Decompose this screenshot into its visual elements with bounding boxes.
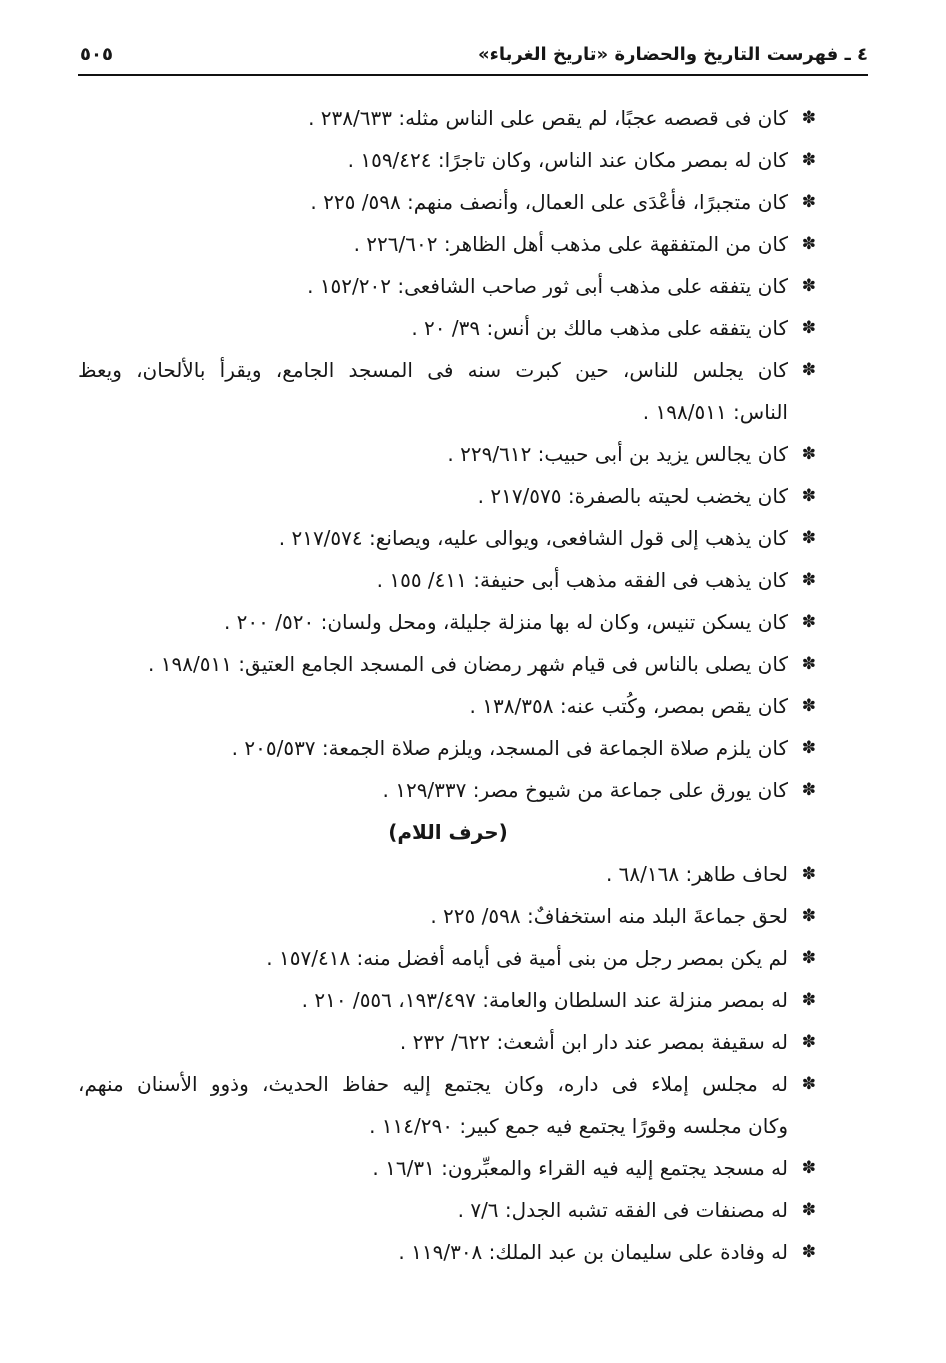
index-entry — [78, 1063, 818, 1147]
entry-text: كان متجبرًا، فأعْدَى على العمال، وأنصف منهم: ٥٩٨/ ٢٢٥ . — [310, 190, 788, 214]
asterisk-bullet-icon — [802, 1147, 816, 1189]
index-entry — [78, 139, 818, 181]
running-head-title: ٤ ـ فهرست التاريخ والحضارة «تاريخ الغرباء» — [478, 44, 868, 65]
page-number: ٥٠٥ — [80, 44, 113, 65]
index-list — [78, 97, 818, 1273]
entry-text: كان يجالس يزيد بن أبى حبيب: ٢٢٩/٦١٢ . — [447, 442, 788, 466]
entry-text: كان يورق على جماعة من شيوخ مصر: ١٢٩/٣٣٧ . — [382, 778, 788, 802]
header-rule — [78, 74, 868, 76]
entry-text-continued: الناس: ١٩٨/٥١١ . — [642, 400, 788, 424]
entry-text-continued: وكان مجلسه وقورًا يجتمع فيه جمع كبير: ١١٤/٢٩٠ . — [369, 1114, 788, 1138]
section-heading: (حرف اللام) — [388, 820, 508, 844]
index-entry — [78, 349, 818, 433]
index-entry — [78, 97, 818, 139]
asterisk-bullet-icon — [802, 895, 816, 937]
asterisk-bullet-icon — [802, 769, 816, 811]
index-entry — [78, 559, 818, 601]
asterisk-bullet-icon — [802, 727, 816, 769]
asterisk-bullet-icon — [802, 181, 816, 223]
index-entry — [78, 895, 818, 937]
index-entry — [78, 769, 818, 811]
asterisk-bullet-icon — [802, 559, 816, 601]
asterisk-bullet-icon — [802, 1189, 816, 1231]
entry-text: كان يسكن تنيس، وكان له بها منزلة جليلة، ومحل ولسان: ٥٢٠/ ٢٠٠ . — [223, 610, 788, 634]
asterisk-bullet-icon — [802, 937, 816, 979]
entry-text: كان يجلس للناس، حين كبرت سنه فى المسجد الجامع، ويقرأ بالألحان، ويعظ — [78, 358, 788, 382]
index-entry — [78, 853, 818, 895]
asterisk-bullet-icon — [802, 853, 816, 895]
asterisk-bullet-icon — [802, 685, 816, 727]
entry-text: كان من المتفقهة على مذهب أهل الظاهر: ٢٢٦/٦٠٢ . — [353, 232, 788, 256]
asterisk-bullet-icon — [802, 349, 816, 391]
index-entry — [78, 1021, 818, 1063]
index-entry — [78, 475, 818, 517]
asterisk-bullet-icon — [802, 475, 816, 517]
entry-text: كان له بمصر مكان عند الناس، وكان تاجرًا: ١٥٩/٤٢٤ . — [347, 148, 788, 172]
asterisk-bullet-icon — [802, 517, 816, 559]
asterisk-bullet-icon — [802, 223, 816, 265]
asterisk-bullet-icon — [802, 97, 816, 139]
entry-text: له مسجد يجتمع إليه فيه القراء والمعبِّرون: ١٦/٣١ . — [372, 1156, 788, 1180]
index-entry — [78, 433, 818, 475]
entry-text: لحاف طاهر: ٦٨/١٦٨ . — [605, 862, 788, 886]
index-entry — [78, 727, 818, 769]
entry-text: كان يصلى بالناس فى قيام شهر رمضان فى المسجد الجامع العتيق: ١٩٨/٥١١ . — [148, 652, 788, 676]
entry-text: له سقيفة بمصر عند دار ابن أشعث: ٦٢٢/ ٢٣٢ . — [399, 1030, 788, 1054]
index-entry — [78, 1147, 818, 1189]
asterisk-bullet-icon — [802, 139, 816, 181]
index-entry — [78, 307, 818, 349]
index-entry — [78, 979, 818, 1021]
entry-text: كان يقص بمصر، وكُتب عنه: ١٣٨/٣٥٨ . — [469, 694, 788, 718]
entry-text: كان يخضب لحيته بالصفرة: ٢١٧/٥٧٥ . — [477, 484, 788, 508]
asterisk-bullet-icon — [802, 265, 816, 307]
asterisk-bullet-icon — [802, 601, 816, 643]
index-entry — [78, 265, 818, 307]
index-entry — [78, 685, 818, 727]
entry-text: كان يذهب إلى قول الشافعى، ويوالى عليه، ويصانع: ٢١٧/٥٧٤ . — [278, 526, 788, 550]
entry-text: له وفادة على سليمان بن عبد الملك: ١١٩/٣٠٨ . — [398, 1240, 788, 1264]
entry-text: له مجلس إملاء فى داره، وكان يجتمع إليه حفاظ الحديث، وذوو الأسنان منهم، — [78, 1072, 788, 1096]
index-entry — [78, 181, 818, 223]
asterisk-bullet-icon — [802, 643, 816, 685]
index-entry — [78, 223, 818, 265]
index-entry — [78, 601, 818, 643]
entry-text: لحق جماعةَ البلد منه استخفافٌ: ٥٩٨/ ٢٢٥ . — [430, 904, 788, 928]
index-entry — [78, 1231, 818, 1273]
entry-text: كان يتفقه على مذهب مالك بن أنس: ٣٩/ ٢٠ . — [411, 316, 788, 340]
entry-text: كان يتفقه على مذهب أبى ثور صاحب الشافعى: ١٥٢/٢٠٢ . — [307, 274, 788, 298]
entry-text: كان فى قصصه عجبًا، لم يقص على الناس مثله: ٢٣٨/٦٣٣ . — [308, 106, 788, 130]
entry-text: كان يلزم صلاة الجماعة فى المسجد، ويلزم صلاة الجمعة: ٢٠٥/٥٣٧ . — [231, 736, 788, 760]
asterisk-bullet-icon — [802, 1021, 816, 1063]
index-entry — [78, 517, 818, 559]
asterisk-bullet-icon — [802, 1063, 816, 1105]
index-entry — [78, 643, 818, 685]
index-entry — [78, 937, 818, 979]
asterisk-bullet-icon — [802, 979, 816, 1021]
asterisk-bullet-icon — [802, 1231, 816, 1273]
index-entry — [78, 1189, 818, 1231]
asterisk-bullet-icon — [802, 433, 816, 475]
entry-text: له بمصر منزلة عند السلطان والعامة: ١٩٣/٤٩٧، ٥٥٦/ ٢١٠ . — [301, 988, 788, 1012]
asterisk-bullet-icon — [802, 307, 816, 349]
running-head — [78, 40, 868, 70]
entry-text: كان يذهب فى الفقه مذهب أبى حنيفة: ٤١١/ ١٥٥ . — [376, 568, 788, 592]
entry-text: له مصنفات فى الفقه تشبه الجدل: ٧/٦ . — [457, 1198, 788, 1222]
entry-text: لم يكن بمصر رجل من بنى أمية فى أيامه أفضل منه: ١٥٧/٤١٨ . — [266, 946, 788, 970]
